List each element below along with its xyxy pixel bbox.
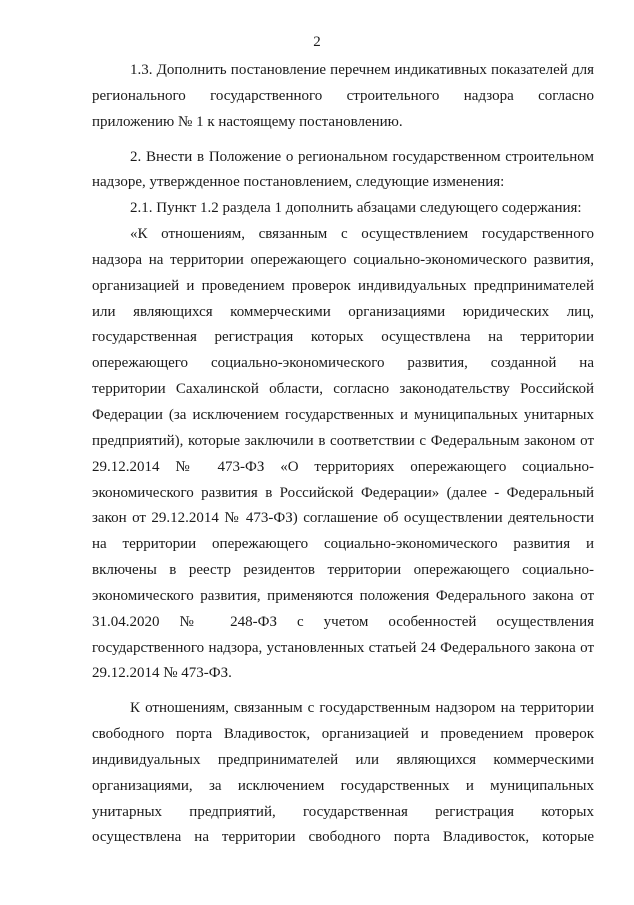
text-line: надзоре, утвержденное постановлением, следующие изменения: [92, 174, 505, 191]
text-line: экономического развития в Российской Федерации» (далее - Федеральный [92, 484, 594, 501]
text-line: экономического развития, применяются положения Федерального закона от [92, 587, 594, 604]
text-line: К отношениям, связанным с государственным надзором на территории [130, 700, 594, 717]
text-line: 29.12.2014 № 473-ФЗ. [92, 665, 232, 682]
text-line: Федерации (за исключением государственных и муниципальных унитарных [92, 406, 594, 423]
text-line: организациями, за исключением государственных и муниципальных [92, 777, 594, 794]
paragraph-1-3 [92, 58, 594, 136]
text-line: унитарных предприятий, государственная регистрация которых [92, 803, 594, 820]
text-line: регионального государственного строительного надзора согласно [92, 87, 594, 104]
paragraph-2-1 [92, 196, 594, 222]
document-body [92, 58, 594, 851]
text-line: 29.12.2014 № 473-ФЗ «О территориях опережающего социально- [92, 458, 594, 475]
text-line: 31.04.2020 № 248-ФЗ с учетом особенностей осуществления [92, 613, 594, 630]
text-line: 1.3. Дополнить постановление перечнем индикативных показателей для [130, 62, 594, 78]
text-line: на территории опережающего социально-экономического развития и [92, 536, 594, 553]
text-line: территории Сахалинской области, согласно законодательству Российской [92, 381, 594, 398]
page-number: 2 [313, 34, 321, 50]
paragraph-2 [92, 145, 594, 197]
text-line: государственного надзора, установленных статьей 24 Федерального закона от [92, 639, 594, 656]
text-line: организацией и проведением проверок индивидуальных предпринимателей [92, 277, 594, 294]
paragraph-quote [92, 222, 594, 687]
text-line: государственная регистрация которых осуществлена на территории [92, 329, 594, 346]
text-line: осуществлена на территории свободного порта Владивосток, которые [92, 829, 594, 846]
text-line: 2. Внести в Положение о региональном государственном строительном [130, 148, 594, 165]
text-line: или являющихся коммерческими организациями юридических лиц, [92, 303, 594, 320]
text-line: опережающего социально-экономического развития, созданной на [92, 355, 594, 372]
text-line: «К отношениям, связанным с осуществлением государственного [130, 226, 594, 243]
text-line: включены в реестр резидентов территории опережающего социально- [92, 562, 594, 579]
text-line: закон от 29.12.2014 № 473-ФЗ) соглашение об осуществлении деятельности [92, 510, 594, 527]
text-line: индивидуальных предпринимателей или являющихся коммерческими [92, 751, 594, 768]
text-line: надзора на территории опережающего социально-экономического развития, [92, 251, 594, 268]
text-line: приложению № 1 к настоящему постановлению. [92, 113, 403, 130]
text-line: 2.1. Пункт 1.2 раздела 1 дополнить абзацами следующего содержания: [130, 200, 582, 217]
paragraph-vladivostok [92, 696, 594, 851]
text-line: предприятий), которые заключили в соответствии с Федеральным законом от [92, 432, 594, 449]
text-line: свободного порта Владивосток, организацией и проведением проверок [92, 726, 594, 743]
